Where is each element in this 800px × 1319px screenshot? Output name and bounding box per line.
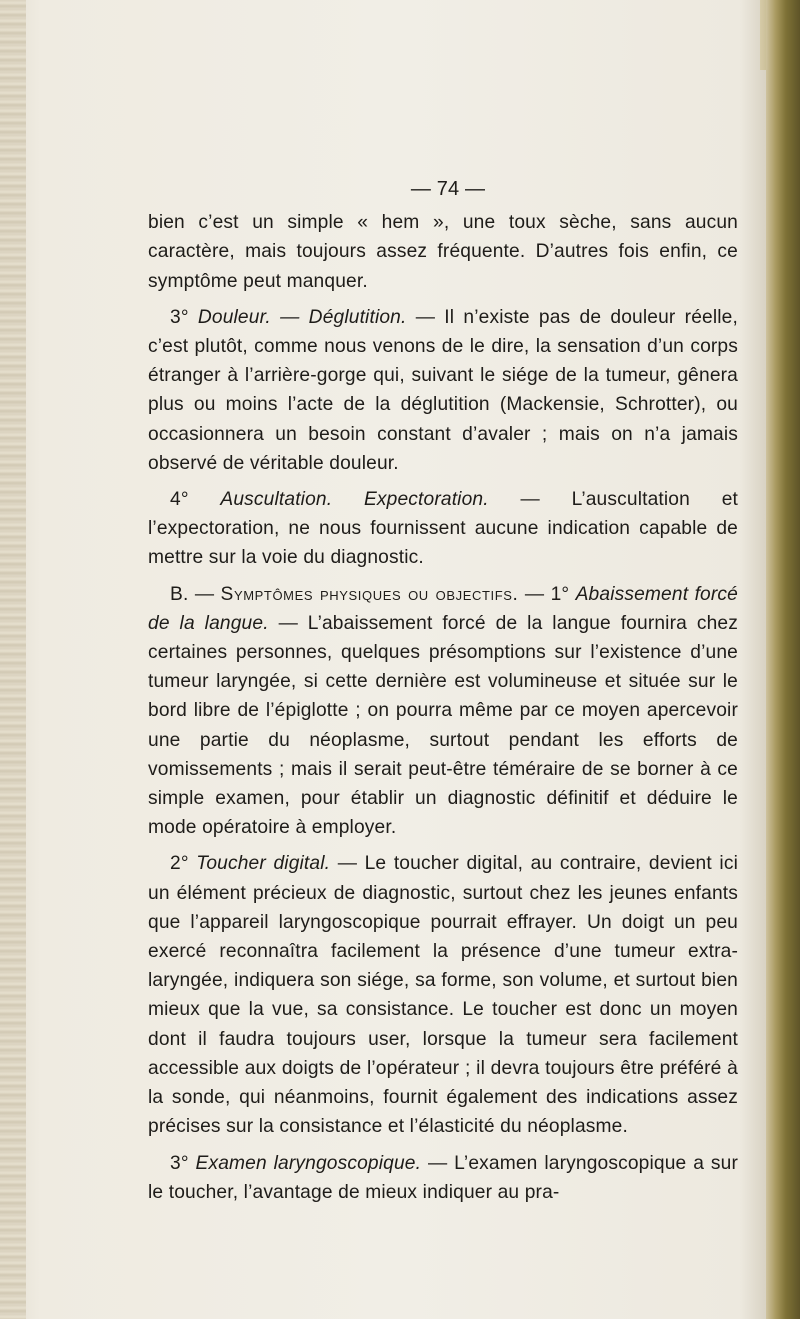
section-heading: Symptômes physiques ou objectifs.: [220, 583, 519, 605]
section-letter: B. —: [170, 583, 221, 605]
section-number: 2°: [170, 853, 197, 875]
section-number: 3°: [170, 1152, 196, 1174]
section-number: 3°: [170, 306, 198, 328]
paragraph-text: — L’examen laryngoscopique a sur le toucher, l’avantage de mieux indiquer au pra-: [148, 1152, 738, 1203]
paragraph-physical-symptoms: [148, 580, 738, 843]
paragraph-text: — L’auscultation et l’expectoration, ne nous fournissent aucune indication capable de mettre sur la voie du diagnostic.: [148, 489, 738, 569]
section-title: Examen laryngoscopique.: [195, 1152, 422, 1174]
paragraph-text: — Il n’existe pas de douleur réelle, c’est plutôt, comme nous venons de le dire, la sensation d’un corps étranger à l’arrière-gorge qui, suivant le siége de la tumeur, gênera plus ou moins l’acte de la déglutition (Mackensie, Schrotter), ou occasionnera un besoin constant d’avaler ; mais on n’a jamais observé de véritable douleur.: [148, 306, 738, 474]
paragraph-text: — Le toucher digital, au contraire, devient ici un élément précieux de diagnostic, surtout chez les jeunes enfants que l’appareil laryngoscopique pourrait effrayer. Un doigt un peu exercé reconnaîtra facilement la présence d’une tumeur extra-laryngée, indiquera son siége, sa forme, son volume, et surtout bien mieux que la vue, sa consistance. Le toucher est donc un moyen dont il faudra toujours user, lorsque la tumeur sera facilement accessible aux doigts de l’opérateur ; il devra toujours être préféré à la sonde, qui néanmoins, fournit également des indications assez précises sur la consistance et l’élasticité du néoplasme.: [148, 853, 738, 1138]
paragraph-cough: [148, 208, 738, 296]
paragraph-auscultation: [148, 485, 738, 573]
section-number: — 1°: [518, 583, 576, 605]
section-title: Abaissement forcé de la langue.: [148, 583, 738, 634]
section-title: Auscultation. Expectoration.: [220, 489, 489, 511]
page-edge-shadow: [766, 0, 800, 1319]
paragraph-text: — L’abaissement forcé de la langue fournira chez certaines personnes, quelques présomptions sur l’existence d’une tumeur laryngée, si cette dernière est volumineuse et située sur le bord libre de l’épiglotte ; on pourra même par ce moyen apercevoir une partie du néoplasme, surtout pendant les efforts de vomissements ; mais il serait peut-être téméraire de se borner à ce simple examen, pour établir un diagnostic définitif et déduire le mode opératoire à employer.: [148, 612, 738, 839]
paragraph-pain: [148, 303, 738, 478]
body-text: [148, 175, 738, 1207]
section-title: Toucher digital.: [196, 853, 331, 875]
paragraph-laryngoscopy: [148, 1149, 738, 1207]
page-number: — 74 —: [410, 178, 486, 200]
paragraph-text: bien c’est un simple « hem », une toux sèche, sans aucun caractère, mais toujours assez fréquente. D’autres fois enfin, ce symptôme peut manquer.: [148, 212, 738, 292]
page-binding-edge: [0, 0, 26, 1319]
section-title: Douleur. — Déglutition.: [197, 306, 407, 328]
paragraph-digital-touch: [148, 849, 738, 1141]
section-number: 4°: [170, 489, 221, 511]
